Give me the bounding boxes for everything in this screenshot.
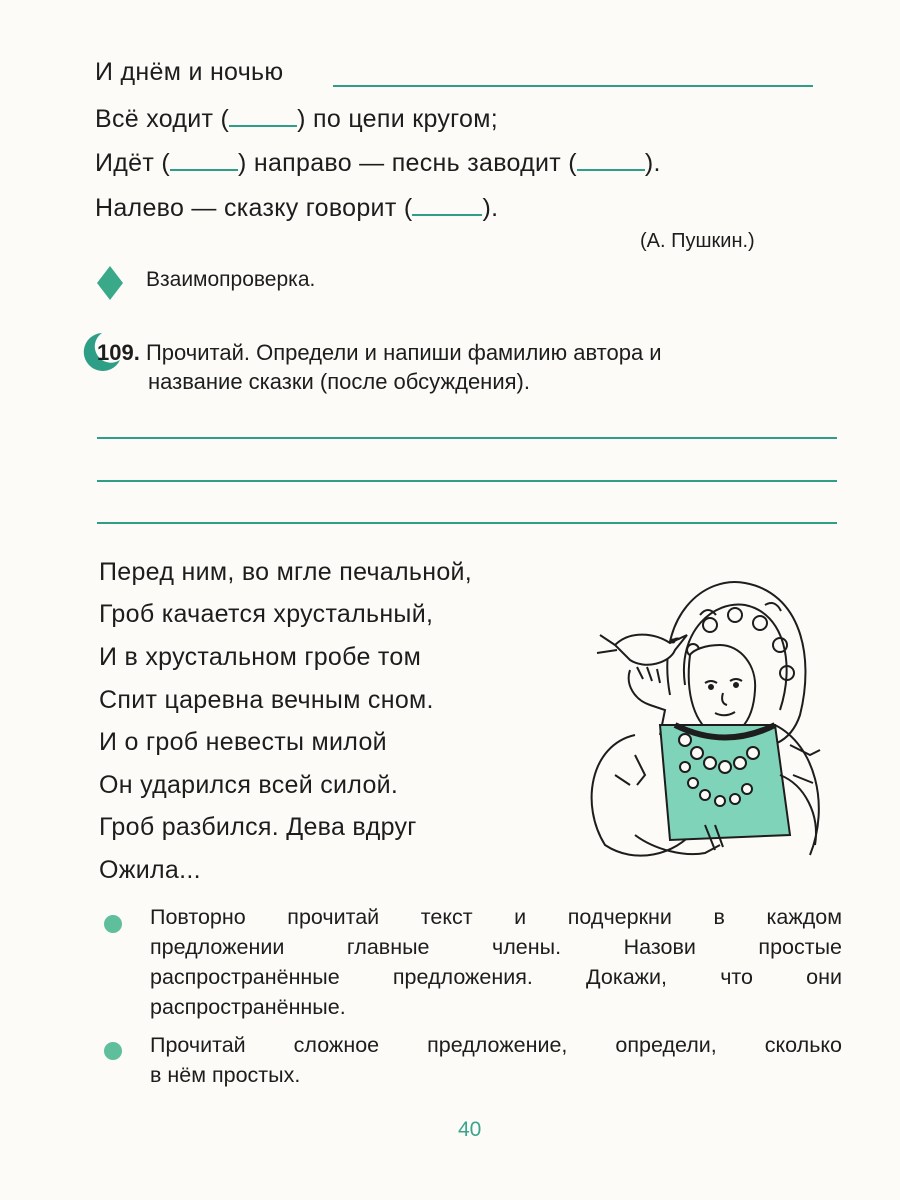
poem2-line: Он ударился всей силой. [99, 771, 399, 799]
blank-field[interactable] [229, 103, 297, 127]
task-underline-members: Повторно прочитай текст и подчеркни в каждом предложении главные члены. Назови простые распространённые предложения. Докажи, что они распространённые. [150, 905, 842, 1019]
poem2-line: Перед ним, во мгле печальной, [99, 558, 473, 586]
poem2-line: И о гроб невесты милой [99, 728, 387, 756]
bullet-dot-icon [104, 1042, 122, 1060]
poem2-line: И в хрустальном гробе том [99, 643, 422, 671]
answer-line-2[interactable] [97, 480, 837, 482]
answer-line[interactable] [333, 85, 813, 87]
diamond-icon [95, 265, 125, 301]
poem2-line: Гроб разбился. Дева вдруг [99, 813, 417, 841]
blank-field[interactable] [412, 192, 482, 216]
bullet-dot-icon [104, 915, 122, 933]
poem2-line: Ожила... [99, 856, 201, 884]
task-number: 109. [97, 340, 140, 365]
blank-field[interactable] [170, 147, 238, 171]
answer-line-1[interactable] [97, 437, 837, 439]
poem1-line2: Всё ходит ( ) по цепи кругом; [95, 105, 498, 133]
poem2-line: Спит царевна вечным сном. [99, 686, 434, 714]
tsarevna-illustration [575, 575, 840, 875]
peer-check-label: Взаимопроверка. [146, 268, 316, 291]
poem2-line: Гроб качается хрустальный, [99, 600, 434, 628]
poem1-author: (А. Пушкин.) [640, 230, 755, 252]
task-complex-sentence: Прочитай сложное предложение, определи, сколько в нём простых. [150, 1033, 842, 1087]
blank-field[interactable] [577, 147, 645, 171]
poem1-line3: Идёт ( ) направо — песнь заводит ( ). [95, 149, 661, 177]
answer-line-3[interactable] [97, 522, 837, 524]
task109-line2: название сказки (после обсуждения). [148, 369, 530, 394]
page-number: 40 [458, 1118, 482, 1141]
poem1-line1: И днём и ночью [95, 58, 284, 86]
poem1-line4: Налево — сказку говорит ( ). [95, 194, 499, 222]
task109-header: 109. Прочитай. Определи и напиши фамилию автора и [97, 340, 662, 365]
